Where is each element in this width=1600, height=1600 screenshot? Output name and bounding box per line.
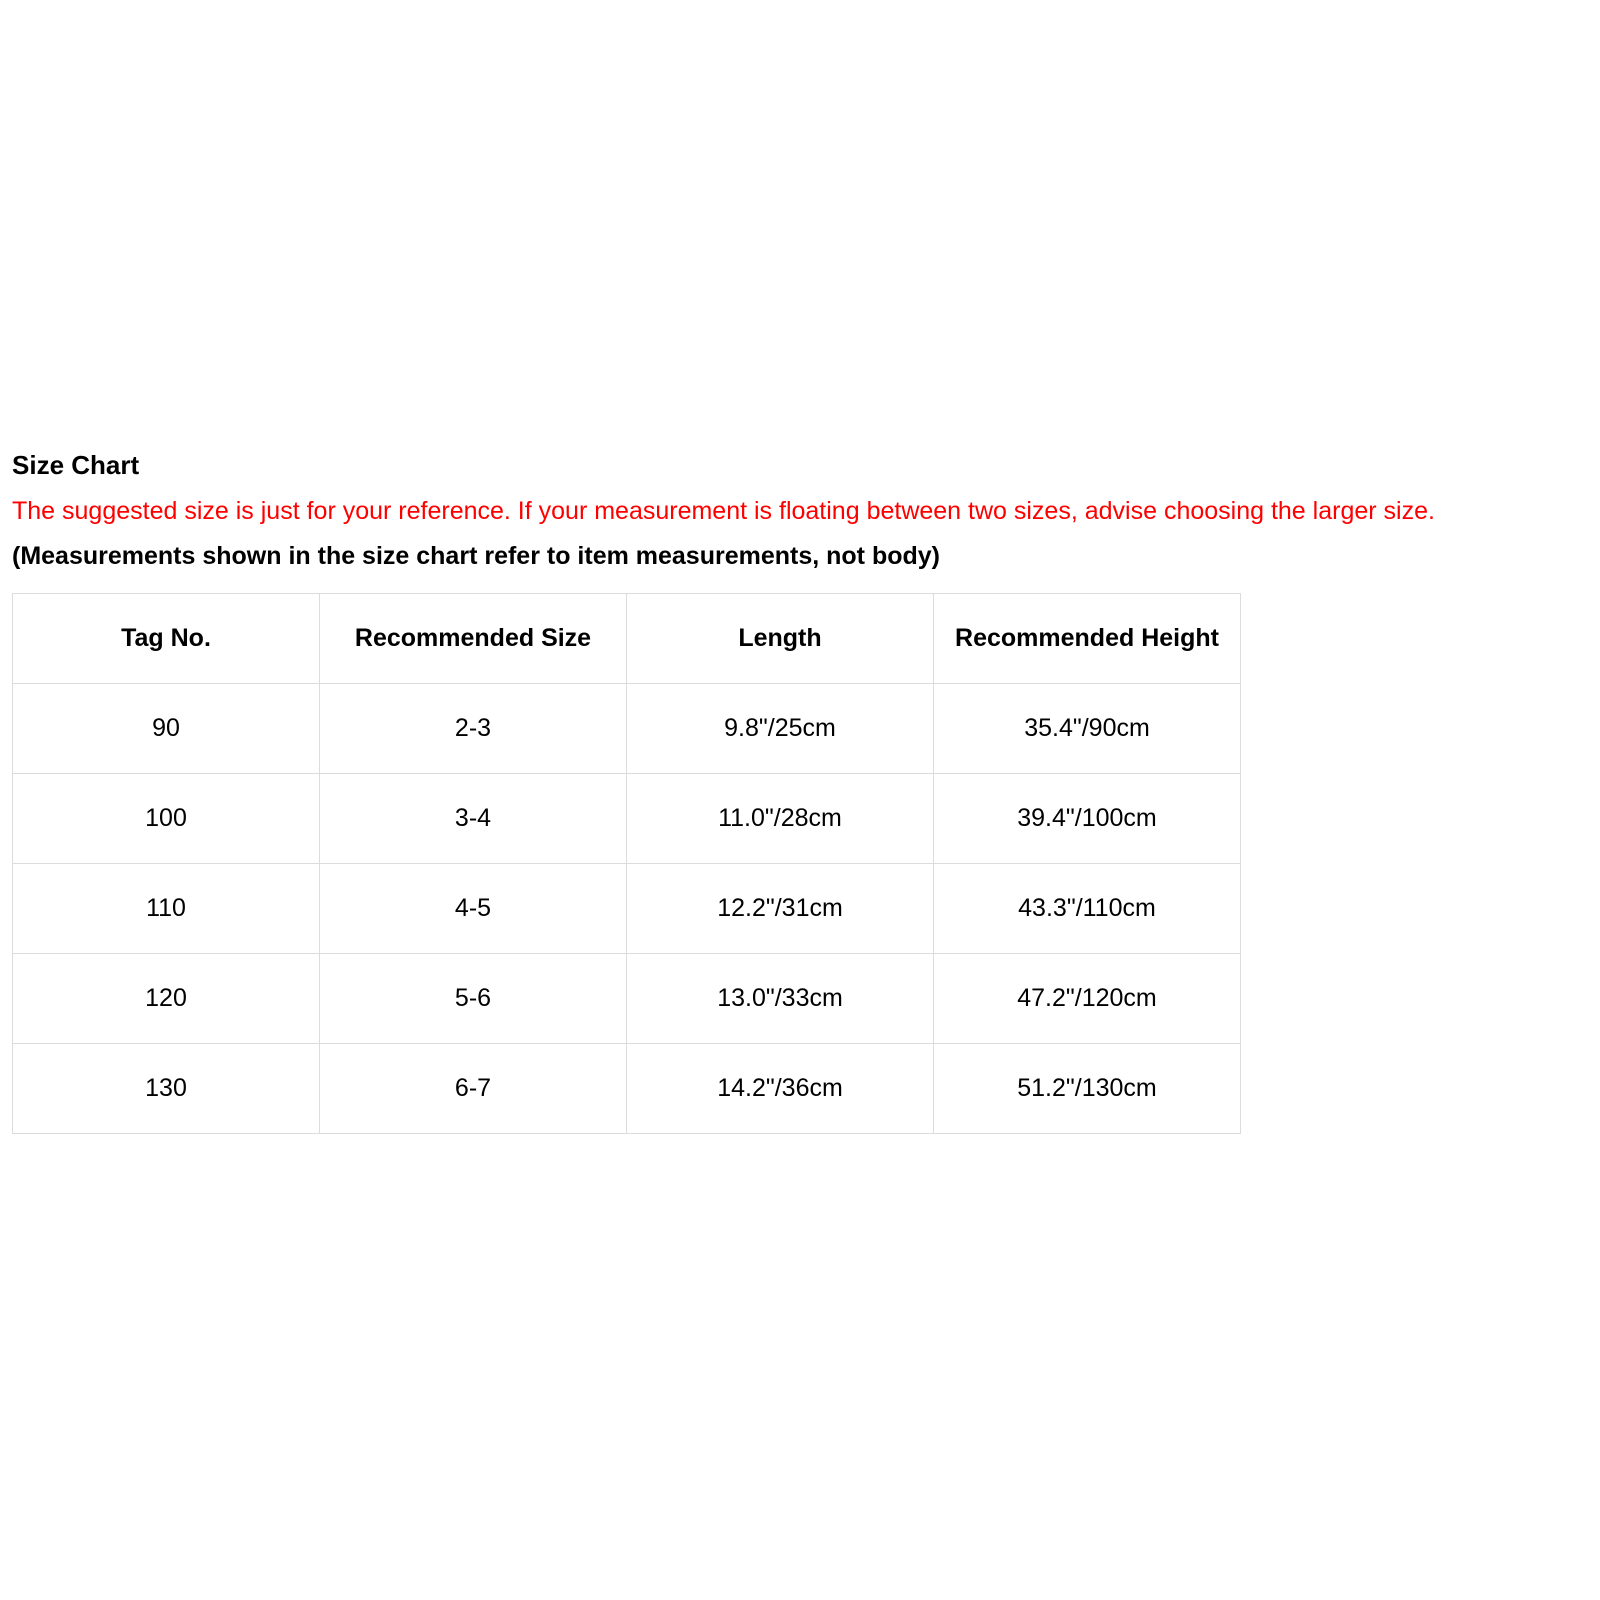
cell-recommended-height: 47.2"/120cm xyxy=(934,954,1241,1044)
measurement-note: (Measurements shown in the size chart refer to item measurements, not body) xyxy=(12,542,940,570)
cell-length: 14.2"/36cm xyxy=(627,1044,934,1134)
column-header-recommended-size: Recommended Size xyxy=(320,594,627,684)
cell-recommended-height: 43.3"/110cm xyxy=(934,864,1241,954)
table-row xyxy=(13,954,1241,1044)
size-chart-section xyxy=(12,448,1592,1102)
cell-tag-no: 90 xyxy=(13,684,320,774)
column-header-recommended-height: Recommended Height xyxy=(934,594,1241,684)
table-row xyxy=(13,864,1241,954)
cell-length: 13.0"/33cm xyxy=(627,954,934,1044)
table-row xyxy=(13,1044,1241,1134)
cell-length: 11.0"/28cm xyxy=(627,774,934,864)
cell-recommended-size: 6-7 xyxy=(320,1044,627,1134)
cell-length: 9.8"/25cm xyxy=(627,684,934,774)
column-header-tag-no: Tag No. xyxy=(13,594,320,684)
cell-tag-no: 130 xyxy=(13,1044,320,1134)
cell-tag-no: 120 xyxy=(13,954,320,1044)
table-row xyxy=(13,684,1241,774)
cell-recommended-size: 2-3 xyxy=(320,684,627,774)
cell-recommended-height: 39.4"/100cm xyxy=(934,774,1241,864)
cell-recommended-size: 5-6 xyxy=(320,954,627,1044)
cell-recommended-height: 51.2"/130cm xyxy=(934,1044,1241,1134)
cell-recommended-size: 4-5 xyxy=(320,864,627,954)
column-header-length: Length xyxy=(627,594,934,684)
cell-length: 12.2"/31cm xyxy=(627,864,934,954)
table-row xyxy=(13,774,1241,864)
page-title: Size Chart xyxy=(12,450,140,480)
cell-tag-no: 110 xyxy=(13,864,320,954)
size-table xyxy=(12,593,1241,1134)
cell-recommended-size: 3-4 xyxy=(320,774,627,864)
cell-tag-no: 100 xyxy=(13,774,320,864)
table-header-row xyxy=(13,594,1241,684)
size-notice: The suggested size is just for your reference. If your measurement is floating between two sizes, advise choosing the larger size. xyxy=(12,497,1435,525)
cell-recommended-height: 35.4"/90cm xyxy=(934,684,1241,774)
